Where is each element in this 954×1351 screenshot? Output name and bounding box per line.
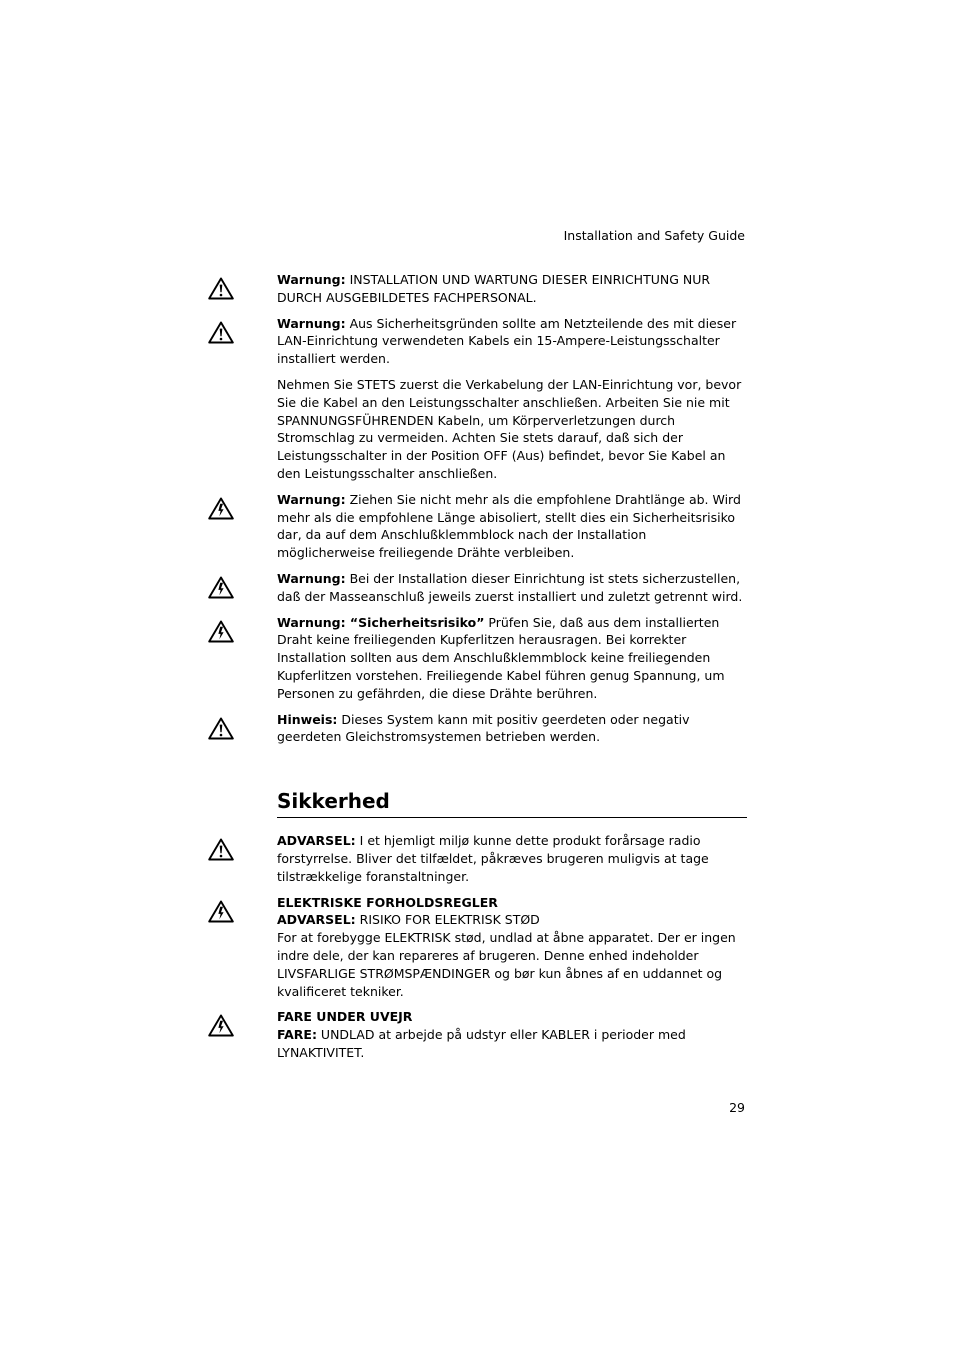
entry-heading: FARE UNDER UVEJR (277, 1009, 413, 1025)
section-title: Sikkerhed (277, 788, 747, 818)
electric-warning-triangle-icon (208, 1014, 234, 1037)
warning-triangle-icon (208, 277, 234, 300)
entry-text: Warnung: Aus Sicherheitsgründen sollte am Netzteilende des mit dieser LAN-Einrichtung verwendeten Kabels ein 15-Ampere-Leistungsschalter installiert werden. (277, 315, 737, 367)
entry-text: Warnung: INSTALLATION UND WARTUNG DIESER EINRICHTUNG NUR DURCH AUSGEBILDETES FACHPERSONAL. (277, 272, 711, 305)
entry-body: For at forebygge ELEKTRISK stød, undlad at åbne apparatet. Der er ingen indre dele, der kan repareres af brugeren. Denne enhed indeholder LIVSFARLIGE STRØMSPÆNDINGER og bør kun åbnes af en uddannet og kvalificeret tekniker. (277, 930, 736, 999)
warning-entry-installation (277, 271, 747, 307)
running-header: Installation and Safety Guide (563, 228, 745, 243)
warning-triangle-icon (208, 321, 234, 344)
note-entry-grounding (277, 711, 747, 747)
entry-label: Warnung: (277, 315, 346, 331)
electric-warning-triangle-icon (208, 900, 234, 923)
entry-text: ELEKTRISKE FORHOLDSREGLER ADVARSEL: RISIKO FOR ELEKTRISK STØD For at forebygge ELEKTRISK stød, undlad at åbne apparatet. Der er ingen indre dele, der kan repareres af brugeren. Denne enhed indeholder LIVSFARLIGE STRØMSPÆNDINGER og bør kun åbnes af en uddannet og kvalificeret tekniker. (277, 894, 736, 999)
warning-entry-safety-risk (277, 614, 747, 703)
entry-text: FARE UNDER UVEJR FARE: UNDLAD at arbejde på udstyr eller KABLER i perioder med LYNAKTIVITET. (277, 1009, 686, 1060)
page-content (277, 271, 747, 1070)
entry-text: ADVARSEL: I et hjemligt miljø kunne dette produkt forårsage radio forstyrrelse. Bliver det tilfældet, påkræves brugeren muligvis at tage tilstrækkelige foranstaltninger. (277, 833, 709, 884)
warning-entry-electrical (277, 894, 747, 1001)
warning-entry-ground (277, 570, 747, 606)
entry-label: Warnung: (277, 570, 346, 586)
electric-warning-triangle-icon (208, 620, 234, 643)
warning-entry-lightning (277, 1008, 747, 1061)
entry-label: Warnung: (277, 272, 346, 287)
entry-label: Warnung: “Sicherheitsrisiko” (277, 614, 485, 630)
entry-label: ADVARSEL: (277, 912, 356, 928)
entry-text: Warnung: Ziehen Sie nicht mehr als die empfohlene Drahtlänge ab. Wird mehr als die empfohlene Länge abisoliert, stellt dies ein Sicherheitsrisiko dar, da auf dem Anschlußklemmblock nach der Installation möglicherweise freiliegende Drähte verbleiben. (277, 491, 741, 561)
warning-entry-radio-interference (277, 832, 747, 885)
entry-label: ADVARSEL: (277, 833, 356, 849)
electric-warning-triangle-icon (208, 576, 234, 599)
entry-heading: ELEKTRISKE FORHOLDSREGLER (277, 894, 498, 910)
page-number: 29 (729, 1100, 745, 1115)
entry-paragraph: Nehmen Sie STETS zuerst die Verkabelung der LAN-Einrichtung vor, bevor Sie die Kabel an den Leistungsschalter anschließen. Arbeiten Sie nie mit SPANNUNGSFÜHRENDEN Kabeln, um Körperverletzungen durch Stromschlag zu vermeiden. Achten Sie stets darauf, daß sich der Leistungsschalter in der Position OFF (Aus) befindet, bevor Sie Kabel an den Leistungsschalter anschließen. (277, 376, 742, 481)
entry-label: Warnung: (277, 491, 346, 507)
entry-label: Hinweis: (277, 711, 338, 727)
entry-label: FARE: (277, 1027, 317, 1043)
warning-triangle-icon (208, 717, 234, 740)
electric-warning-triangle-icon (208, 497, 234, 520)
warning-entry-wire-length (277, 491, 747, 562)
warning-entry-circuit-breaker (277, 315, 747, 483)
entry-text: Warnung: “Sicherheitsrisiko” Prüfen Sie, daß aus dem installierten Draht keine freiliegenden Kupferlitzen herausragen. Bei korrekter Installation sollten aus dem Anschlußklemmblock keine freiliegenden Kupferlitzen vorstehen. Freiliegende Kabel führen genug Spannung, um Personen zu gefährden, die diese Drähte berühren. (277, 614, 725, 701)
entry-text: Warnung: Bei der Installation dieser Einrichtung ist stets sicherzustellen, daß der Masseanschluß jeweils zuerst installiert und zuletzt getrennt wird. (277, 570, 743, 604)
warning-triangle-icon (208, 838, 234, 861)
entry-text: Hinweis: Dieses System kann mit positiv geerdeten oder negativ geerdeten Gleichstromsystemen betrieben werden. (277, 711, 690, 745)
